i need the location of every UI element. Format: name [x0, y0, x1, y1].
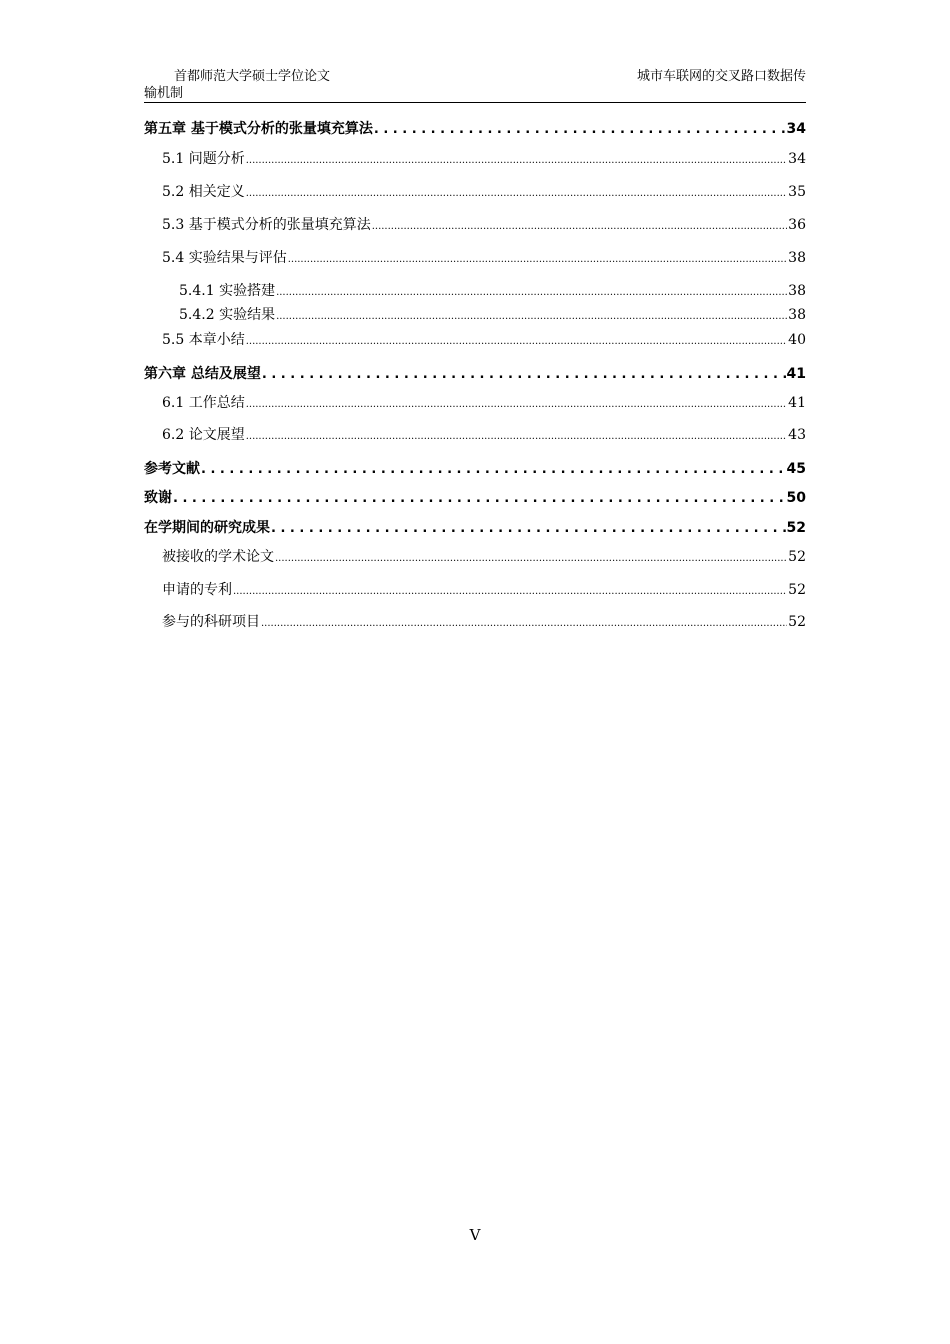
toc-entry-title: 5.3 基于模式分析的张量填充算法 — [162, 217, 371, 233]
toc-entry[interactable] — [162, 214, 806, 234]
toc-leader-dots — [275, 549, 787, 565]
page-header — [144, 66, 806, 103]
toc-entry[interactable] — [144, 458, 806, 478]
toc-entry-page: 52 — [788, 582, 806, 598]
toc-entry[interactable] — [162, 148, 806, 168]
toc-entry-page: 43 — [788, 427, 806, 443]
toc-entry[interactable] — [162, 392, 806, 412]
toc-entry[interactable] — [162, 546, 806, 566]
toc-leader-dots — [276, 307, 787, 323]
toc-entry-page: 40 — [788, 332, 806, 348]
toc-entry[interactable] — [144, 363, 806, 383]
toc-leader-dots — [173, 490, 786, 506]
toc-leader-dots — [246, 184, 787, 200]
toc-entry-title: 第五章 基于模式分析的张量填充算法 — [144, 121, 373, 137]
toc-leader-dots — [246, 151, 787, 167]
toc-leader-dots — [372, 217, 787, 233]
toc-leader-dots — [246, 332, 787, 348]
toc-entry[interactable] — [144, 517, 806, 537]
toc-entry-page: 34 — [788, 151, 806, 167]
toc-entry-page: 38 — [788, 283, 806, 299]
toc-entry-page: 52 — [788, 614, 806, 630]
toc-leader-dots — [271, 520, 786, 536]
toc-entry-page: 35 — [788, 184, 806, 200]
toc-entry-title: 5.5 本章小结 — [162, 332, 245, 348]
toc-leader-dots — [246, 395, 787, 411]
toc-entry-title: 5.2 相关定义 — [162, 184, 245, 200]
toc-leader-dots — [261, 614, 787, 630]
toc-entry[interactable] — [162, 181, 806, 201]
toc-entry[interactable] — [144, 487, 806, 507]
toc-entry-title: 5.4.2 实验结果 — [179, 307, 276, 323]
toc-leader-dots — [288, 250, 787, 266]
toc-entry-page: 36 — [788, 217, 806, 233]
toc-entry[interactable] — [162, 247, 806, 267]
toc-entry-page: 34 — [786, 121, 806, 137]
toc-leader-dots — [262, 366, 786, 382]
toc-entry-page: 52 — [786, 520, 806, 536]
toc-entry-title: 6.2 论文展望 — [162, 427, 245, 443]
toc-entry[interactable] — [144, 118, 806, 138]
toc-leader-dots — [246, 427, 787, 443]
toc-entry-title: 在学期间的研究成果 — [144, 520, 270, 536]
toc-entry[interactable] — [162, 424, 806, 444]
toc-entry-title: 被接收的学术论文 — [162, 549, 274, 565]
toc-entry-title: 5.4 实验结果与评估 — [162, 250, 287, 266]
toc-entry[interactable] — [162, 611, 806, 631]
toc-entry-title: 5.1 问题分析 — [162, 151, 245, 167]
toc-entry[interactable] — [162, 579, 806, 599]
toc-leader-dots — [201, 461, 786, 477]
toc-entry-title: 第六章 总结及展望 — [144, 366, 261, 382]
toc-entry-title: 致谢 — [144, 490, 172, 506]
toc-entry[interactable] — [162, 329, 806, 349]
header-thesis-title: 城市车联网的交叉路口数据传 — [636, 69, 806, 84]
toc-entry-page: 41 — [786, 366, 806, 382]
toc-entry[interactable] — [179, 304, 806, 324]
toc-entry-page: 41 — [788, 395, 806, 411]
toc-leader-dots — [276, 283, 787, 299]
toc-entry-title: 参考文献 — [144, 461, 200, 477]
toc-leader-dots — [233, 582, 787, 598]
toc-entry[interactable] — [179, 280, 806, 300]
toc-entry-title: 6.1 工作总结 — [162, 395, 245, 411]
toc-entry-title: 参与的科研项目 — [162, 614, 260, 630]
toc-entry-title: 申请的专利 — [162, 582, 232, 598]
header-university: 首都师范大学硕士学位论文 — [174, 69, 331, 84]
toc-entry-page: 50 — [786, 490, 806, 506]
page-number: V — [469, 1226, 481, 1244]
toc-entry-page: 38 — [788, 250, 806, 266]
header-thesis-title-continued: 输机制 — [144, 86, 184, 101]
toc-leader-dots — [374, 121, 786, 137]
toc-entry-page: 52 — [788, 549, 806, 565]
toc-entry-page: 45 — [786, 461, 806, 477]
toc-entry-title: 5.4.1 实验搭建 — [179, 283, 276, 299]
toc-entry-page: 38 — [788, 307, 806, 323]
